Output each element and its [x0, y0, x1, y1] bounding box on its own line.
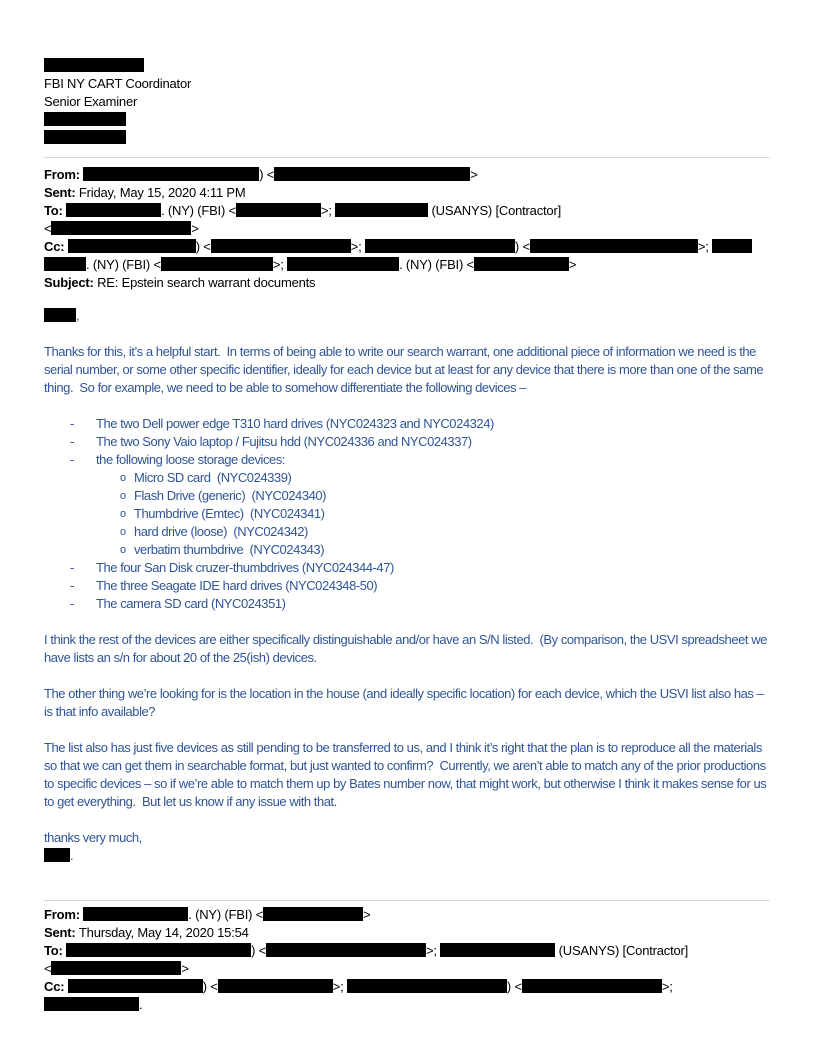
- text-span: ) <: [514, 239, 530, 254]
- text-span: >;: [272, 257, 288, 272]
- bullet-marker: o: [120, 490, 126, 502]
- redaction-bar: [44, 130, 126, 144]
- device-text: Thumbdrive (Emtec) (NYC024341): [134, 506, 325, 521]
- device-text: Flash Drive (generic) (NYC024340): [134, 488, 327, 503]
- text-span: FBI NY CART Coordinator: [44, 76, 192, 91]
- closing-signature: [44, 847, 770, 865]
- redaction-bar: [236, 203, 321, 217]
- text-span: . (NY) (FBI) <: [161, 203, 236, 218]
- text-span: ) <: [202, 979, 218, 994]
- email1-body: [44, 307, 770, 865]
- bullet-marker: -: [70, 560, 74, 575]
- text-span: ,: [76, 308, 80, 323]
- text-line: [44, 129, 770, 147]
- text-span: >;: [350, 239, 365, 254]
- device-list-item: [44, 451, 770, 469]
- divider-line: [44, 157, 770, 158]
- text-line: [44, 202, 770, 220]
- signature-block: [44, 57, 770, 147]
- device-text: The four San Disk cruzer-thumbdrives (NYC024344-47): [96, 560, 394, 575]
- header-label: Cc:: [44, 239, 68, 254]
- redaction-bar: [44, 997, 139, 1011]
- header-label: Cc:: [44, 979, 68, 994]
- device-list-item: [44, 595, 770, 613]
- header-label: Sent:: [44, 185, 79, 200]
- text-line: [44, 238, 770, 256]
- text-line: [44, 307, 770, 325]
- redaction-bar: [522, 979, 662, 993]
- divider-line: [44, 900, 770, 901]
- bullet-marker: -: [70, 434, 74, 449]
- redaction-bar: [335, 203, 428, 217]
- redaction-bar: [274, 167, 470, 181]
- text-span: (USANYS) [Contractor]: [428, 203, 561, 218]
- text-span: ) <: [195, 239, 211, 254]
- text-line: [44, 256, 770, 274]
- redaction-bar: [218, 979, 333, 993]
- text-span: <: [44, 221, 52, 236]
- redaction-bar: [83, 907, 188, 921]
- text-span: ) <: [506, 979, 522, 994]
- text-span: >;: [426, 943, 441, 958]
- text-span: >;: [661, 979, 677, 994]
- text-span: .: [70, 848, 74, 863]
- redaction-bar: [51, 961, 181, 975]
- text-span: >: [363, 907, 371, 922]
- bullet-marker: -: [70, 578, 74, 593]
- text-span: <: [44, 961, 52, 976]
- redaction-bar: [263, 907, 363, 921]
- text-line: [44, 847, 770, 865]
- device-text: The three Seagate IDE hard drives (NYC024348-50): [96, 578, 378, 593]
- email1-header: [44, 166, 770, 292]
- redaction-bar: [68, 979, 203, 993]
- redaction-bar: [51, 221, 191, 235]
- body-paragraph-1: Thanks for this, it’s a helpful start. In terms of being able to write our search warrant, one additional piece of information we need is the serial number, or some other specific identifier, ideally for each device but at least for any device that there is more than one of the same thing. So for example, we need to be able to somehow differentiate the following devices –: [44, 344, 767, 395]
- header-label: To:: [44, 203, 67, 218]
- text-line: [44, 924, 770, 942]
- text-span: ) <: [251, 943, 266, 958]
- device-list: [44, 415, 770, 613]
- device-text: hard drive (loose) (NYC024342): [134, 524, 308, 539]
- redaction-bar: [44, 257, 86, 271]
- device-list-item: [44, 415, 770, 433]
- text-span: >: [470, 167, 478, 182]
- text-span: . (NY) (FBI) <: [188, 907, 264, 922]
- redaction-bar: [287, 257, 399, 271]
- bullet-marker: o: [120, 508, 126, 520]
- redaction-bar: [83, 167, 259, 181]
- redaction-bar: [44, 58, 144, 72]
- device-list-item: [44, 559, 770, 577]
- text-line: [44, 942, 770, 960]
- text-span: >;: [320, 203, 336, 218]
- closing-line: thanks very much,: [44, 830, 142, 845]
- redaction-bar: [347, 979, 507, 993]
- text-span: Thursday, May 14, 2020 15:54: [78, 925, 249, 940]
- device-list-item: [44, 505, 770, 523]
- text-line: [44, 184, 770, 202]
- device-list-item: [44, 577, 770, 595]
- device-text: The camera SD card (NYC024351): [96, 596, 286, 611]
- device-text: Micro SD card (NYC024339): [134, 470, 292, 485]
- text-span: >: [568, 257, 577, 272]
- body-paragraph-4: The list also has just five devices as still pending to be transferred to us, and I think it’s right that the plan is to reproduce all the materials so that we can get them in searchable format, but just wanted to confirm? Currently, we aren’t able to match any of the prior productions to specific devices – so if we’re able to match them up by Bates number now, that might work, but otherwise I think it makes sense for us to get everything. But let us know if any issue with that.: [44, 740, 770, 809]
- header-label: From:: [44, 907, 84, 922]
- header-label: Subject:: [44, 275, 98, 290]
- text-span: RE: Epstein search warrant documents: [97, 275, 316, 290]
- email2-header: [44, 906, 770, 1014]
- body-paragraph-3: The other thing we’re looking for is the location in the house (and ideally specific location) for each device, which the USVI list also has – is that info available?: [44, 686, 767, 719]
- text-line: [44, 75, 770, 93]
- text-line: [44, 274, 770, 292]
- redaction-bar: [44, 112, 126, 126]
- redaction-bar: [474, 257, 569, 271]
- device-list-item: [44, 487, 770, 505]
- text-line: [44, 906, 770, 924]
- bullet-marker: o: [120, 544, 126, 556]
- text-line: [44, 93, 770, 111]
- device-list-item: [44, 523, 770, 541]
- device-text: the following loose storage devices:: [96, 452, 286, 467]
- text-span: >: [181, 961, 189, 976]
- redaction-bar: [68, 239, 196, 253]
- text-line: [44, 166, 770, 184]
- redaction-bar: [66, 203, 161, 217]
- text-span: (USANYS) [Contractor]: [555, 943, 689, 958]
- redaction-bar: [365, 239, 515, 253]
- text-span: . (NY) (FBI) <: [399, 257, 474, 272]
- text-span: Senior Examiner: [44, 94, 138, 109]
- redaction-bar: [712, 239, 752, 253]
- bullet-marker: o: [120, 526, 126, 538]
- header-label: Sent:: [44, 925, 79, 940]
- text-line: [44, 57, 770, 75]
- device-text: The two Sony Vaio laptop / Fujitsu hdd (NYC024336 and NYC024337): [96, 434, 472, 449]
- header-label: To:: [44, 943, 67, 958]
- header-label: From:: [44, 167, 84, 182]
- redaction-bar: [161, 257, 273, 271]
- device-text: The two Dell power edge T310 hard drives (NYC024323 and NYC024324): [96, 416, 494, 431]
- bullet-marker: -: [70, 452, 74, 467]
- redaction-bar: [440, 943, 555, 957]
- text-line: [44, 978, 770, 1014]
- redaction-bar: [44, 308, 76, 322]
- redaction-bar: [266, 943, 426, 957]
- device-list-item: [44, 433, 770, 451]
- bullet-marker: -: [70, 416, 74, 431]
- text-span: Friday, May 15, 2020 4:11 PM: [78, 185, 246, 200]
- text-line: [44, 960, 770, 978]
- body-paragraph-2: I think the rest of the devices are either specifically distinguishable and/or have an S/N listed. (By comparison, the USVI spreadsheet we have lists an s/n for about 20 of the 25(ish) devices.: [44, 632, 771, 665]
- device-list-item: [44, 541, 770, 559]
- device-list-item: [44, 469, 770, 487]
- text-span: >;: [332, 979, 347, 994]
- redaction-bar: [530, 239, 698, 253]
- text-line: [44, 220, 770, 238]
- text-span: ) <: [259, 167, 275, 182]
- bullet-marker: o: [120, 472, 126, 484]
- text-span: >;: [697, 239, 713, 254]
- redaction-bar: [66, 943, 251, 957]
- text-span: >: [191, 221, 199, 236]
- device-text: verbatim thumbdrive (NYC024343): [134, 542, 325, 557]
- text-span: .: [139, 997, 143, 1012]
- greeting-line: [44, 307, 770, 325]
- bullet-marker: -: [70, 596, 74, 611]
- redaction-bar: [44, 848, 70, 862]
- text-span: . (NY) (FBI) <: [86, 257, 161, 272]
- redaction-bar: [211, 239, 351, 253]
- text-line: [44, 111, 770, 129]
